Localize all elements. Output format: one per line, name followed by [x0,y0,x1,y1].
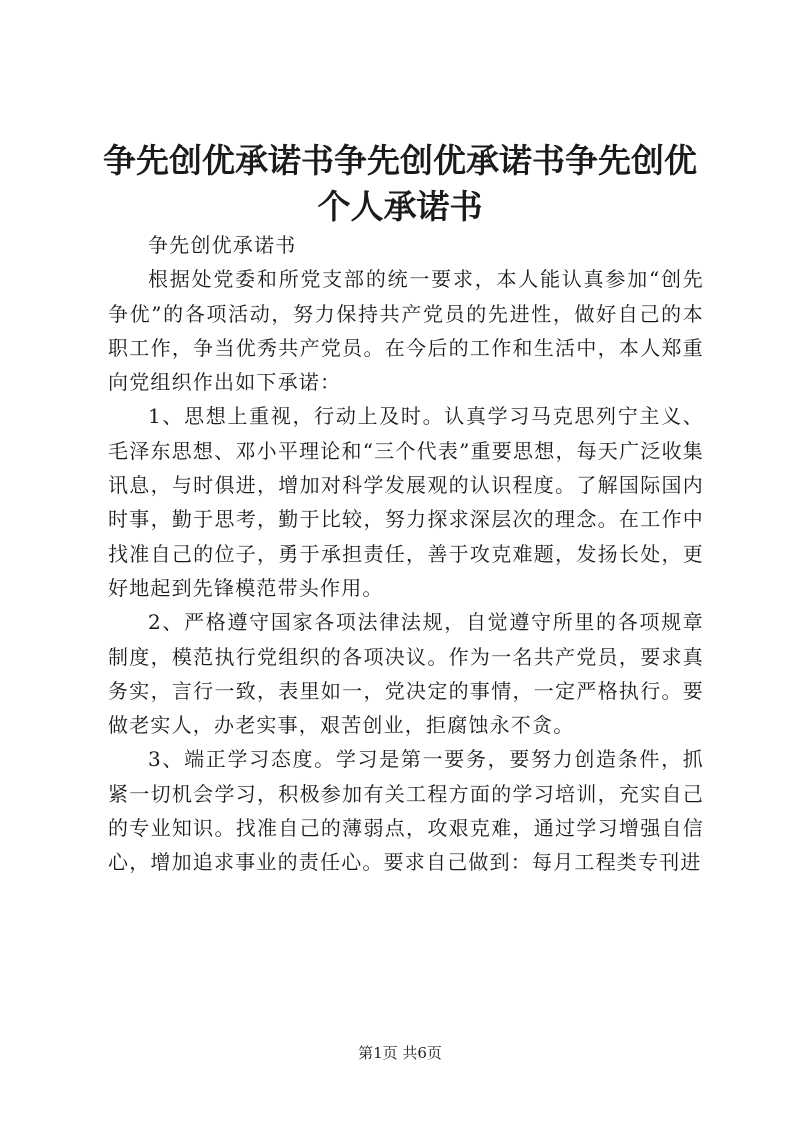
document-title: 争先创优承诺书争先创优承诺书争先创优个人承诺书 [103,141,697,226]
paragraph-item-2: 2、严格遵守国家各项法律法规，自觉遵守所里的各项规章制度，模范执行党组织的各项决议。作为一名共产党员，要求真务实，言行一致，表里如一，党决定的事情，一定严格执行。要做老实人，办老实事，艰苦创业，拒腐蚀永不贪。 [108,610,704,738]
paragraph-item-3: 3、端正学习态度。学习是第一要务，要努力创造条件，抓紧一切机会学习，积极参加有关工程方面的学习培训，充实自己的专业知识。找准自己的薄弱点，攻艰克难，通过学习增强自信心，增加追求事业的责任心。要求自己做到：每月工程类专刊进 [108,747,704,875]
page-number-footer: 第1页 共6页 [358,1044,442,1062]
document-body [108,228,704,880]
paragraph-intro: 根据处党委和所党支部的统一要求，本人能认真参加“创先争优”的各项活动，努力保持共产党员的先进性，做好自己的本职工作，争当优秀共产党员。在今后的工作和生活中，本人郑重向党组织作出如下承诺： [108,267,704,395]
paragraph-item-1: 1、思想上重视，行动上及时。认真学习马克思列宁主义、毛泽东思想、邓小平理论和“三个代表”重要思想，每天广泛收集讯息，与时俱进，增加对科学发展观的认识程度。了解国际国内时事，勤于思考，勤于比较，努力探求深层次的理念。在工作中找准自己的位子，勇于承担责任，善于攻克难题，发扬长处，更好地起到先锋模范带头作用。 [108,404,704,600]
paragraph-heading: 争先创优承诺书 [148,233,297,257]
